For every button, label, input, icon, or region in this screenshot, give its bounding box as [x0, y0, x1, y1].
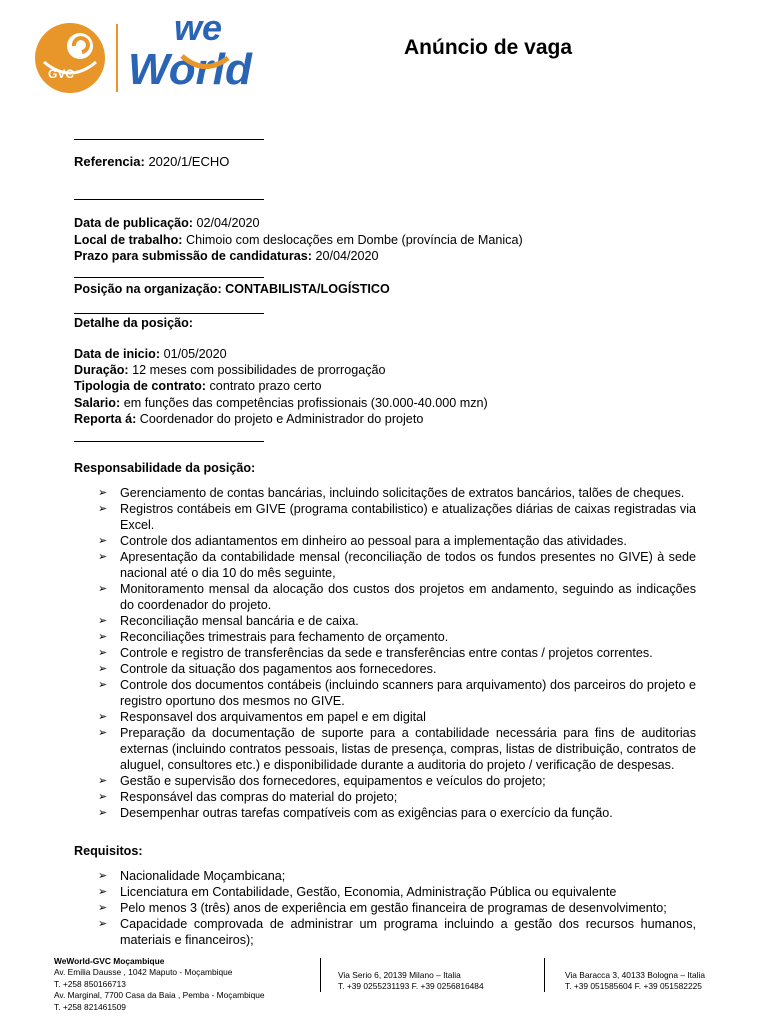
work-location-label: Local de trabalho: [74, 233, 183, 247]
arrow-bullet-icon: ➢ [98, 679, 108, 691]
footer-col-bologna [565, 970, 705, 993]
logo-we-text: we [174, 7, 223, 48]
arrow-bullet-icon: ➢ [98, 886, 108, 898]
list-item [74, 645, 696, 661]
footer-phone-milano: T. +39 0255231193 F. +39 0256816484 [338, 981, 484, 992]
document-title: Anúncio de vaga [404, 36, 573, 59]
position-value: CONTABILISTA/LOGÍSTICO [221, 282, 390, 296]
arrow-bullet-icon: ➢ [98, 631, 108, 643]
list-item-text: Responsavel dos arquivamentos em papel e em digital [120, 710, 426, 724]
list-item [74, 709, 696, 725]
reports-to-label: Reporta á: [74, 412, 137, 426]
list-item-text: Responsável das compras do material do projeto; [120, 790, 398, 804]
footer-address-pemba: Av. Marginal, 7700 Casa da Baia , Pemba - Moçambique [54, 990, 265, 1001]
salary-line [74, 395, 488, 411]
arrow-bullet-icon: ➢ [98, 535, 108, 547]
list-item [74, 629, 696, 645]
requirements-heading: Requisitos: [74, 844, 143, 858]
start-date-label: Data de inicio: [74, 347, 161, 361]
arrow-bullet-icon: ➢ [98, 711, 108, 723]
duration-line [74, 362, 386, 378]
list-item [74, 900, 696, 916]
list-item-text: Registros contábeis em GIVE (programa contabilistico) e atualizações diárias de caixas registradas via Excel. [120, 502, 696, 532]
list-item [74, 485, 696, 501]
separator-line [74, 277, 264, 278]
contract-type-label: Tipologia de contrato: [74, 379, 207, 393]
footer-col-milano [338, 970, 484, 993]
arrow-bullet-icon: ➢ [98, 727, 108, 739]
arrow-bullet-icon: ➢ [98, 791, 108, 803]
separator-line [74, 313, 264, 314]
logo-world-text: World [128, 45, 252, 94]
list-item-text: Controle da situação dos pagamentos aos fornecedores. [120, 662, 437, 676]
list-item [74, 773, 696, 789]
list-item-text: Controle e registro de transferências da sede e transferências entre contas / projetos correntes. [120, 646, 653, 660]
arrow-bullet-icon: ➢ [98, 551, 108, 563]
list-item-text: Controle dos adiantamentos em dinheiro ao pessoal para a implementação das atividades. [120, 534, 627, 548]
list-item [74, 789, 696, 805]
footer-address-bologna: Via Baracca 3, 40133 Bologna – Italia [565, 970, 705, 980]
separator-line [74, 441, 264, 442]
list-item-text: Reconciliação mensal bancária e de caixa. [120, 614, 359, 628]
position-label: Posição na organização: [74, 282, 222, 296]
salary-label: Salario: [74, 396, 121, 410]
footer-col-mozambique [54, 956, 265, 1013]
publication-date-value: 02/04/2020 [192, 216, 260, 230]
position-line [74, 281, 390, 297]
list-item [74, 549, 696, 581]
arrow-bullet-icon: ➢ [98, 503, 108, 515]
reports-to-line [74, 411, 423, 427]
weworld-logo-icon [124, 6, 294, 102]
footer-separator [544, 958, 545, 992]
list-item-text: Licenciatura em Contabilidade, Gestão, Economia, Administração Pública ou equivalente [120, 885, 617, 899]
arrow-bullet-icon: ➢ [98, 775, 108, 787]
footer-phone-maputo: T. +258 850166713 [54, 978, 126, 989]
list-item [74, 533, 696, 549]
requirements-list [74, 868, 696, 948]
reference-line [74, 154, 229, 170]
list-item-text: Desempenhar outras tarefas compatíveis com as exigências para o exercício da função. [120, 806, 613, 820]
list-item [74, 725, 696, 773]
reference-value: 2020/1/ECHO [148, 154, 230, 169]
duration-label: Duração: [74, 363, 129, 377]
salary-value: em funções das competências profissionais (30.000-40.000 mzn) [120, 396, 488, 410]
list-item [74, 884, 696, 900]
duration-value: 12 meses com possibilidades de prorrogação [128, 363, 386, 377]
footer-address-maputo: Av. Emilia Dausse , 1042 Maputo - Moçambique [54, 967, 233, 978]
footer-separator [320, 958, 321, 992]
list-item-text: Capacidade comprovada de administrar um programa incluindo a gestão dos recursos humanos, materiais e financeiros); [120, 917, 696, 947]
responsibilities-heading: Responsabilidade da posição: [74, 461, 256, 475]
list-item [74, 805, 696, 821]
detail-heading [74, 315, 193, 331]
list-item-text: Monitoramento mensal da alocação dos custos dos projetos em andamento, seguindo as indicações do coordenador do projeto. [120, 582, 696, 612]
contract-type-value: contrato prazo certo [206, 379, 322, 393]
arrow-bullet-icon: ➢ [98, 647, 108, 659]
list-item [74, 677, 696, 709]
list-item-text: Preparação da documentação de suporte para a contabilidade necessária para fins de auditorias externas (incluindo contratos pessoais, listas de presença, compras, listas de distribuição, contratos de aluguel, consultores etc.) e disponibilidade durante a auditoria do projeto / verificação de despesas. [120, 726, 696, 772]
list-item-text: Reconciliações trimestrais para fechamento de orçamento. [120, 630, 449, 644]
reference-label: Referencia: [74, 154, 145, 169]
work-location-line [74, 232, 523, 248]
footer-address-milano: Via Serio 6, 20139 Milano – Italia [338, 970, 461, 980]
arrow-bullet-icon: ➢ [98, 902, 108, 914]
arrow-bullet-icon: ➢ [98, 663, 108, 675]
list-item [74, 613, 696, 629]
work-location-value: Chimoio com deslocações em Dombe (província de Manica) [182, 233, 523, 247]
list-item [74, 501, 696, 533]
list-item-text: Controle dos documentos contábeis (incluindo scanners para arquivamento) dos parceiros do projeto e registro oportuno dos mesmos no GIVE. [120, 678, 696, 708]
list-item-text: Gestão e supervisão dos fornecedores, equipamentos e veículos do projeto; [120, 774, 546, 788]
publication-date-label: Data de publicação: [74, 216, 193, 230]
deadline-label: Prazo para submissão de candidaturas: [74, 249, 312, 263]
separator-line [74, 139, 264, 140]
gvc-logo-icon [34, 22, 106, 94]
list-item [74, 581, 696, 613]
detail-heading-text: Detalhe da posição: [74, 316, 193, 330]
list-item-text: Apresentação da contabilidade mensal (reconciliação de todos os fundos presentes no GIVE) à sede nacional até o dia 10 do mês seguinte, [120, 550, 696, 580]
arrow-bullet-icon: ➢ [98, 583, 108, 595]
list-item [74, 868, 696, 884]
list-item [74, 661, 696, 677]
responsibilities-list [74, 485, 696, 821]
deadline-line [74, 248, 379, 264]
publication-date-line [74, 215, 260, 231]
arrow-bullet-icon: ➢ [98, 870, 108, 882]
reports-to-value: Coordenador do projeto e Administrador do projeto [136, 412, 424, 426]
logo-separator [116, 24, 118, 92]
gvc-logo-text: GVC [48, 67, 75, 81]
start-date-value: 01/05/2020 [160, 347, 227, 361]
footer-phone-bologna: T. +39 051585604 F. +39 051582225 [565, 981, 702, 992]
contract-type-line [74, 378, 322, 394]
deadline-value: 20/04/2020 [311, 249, 379, 263]
list-item-text: Nacionalidade Moçambicana; [120, 869, 286, 883]
page-footer [0, 950, 768, 1024]
arrow-bullet-icon: ➢ [98, 615, 108, 627]
arrow-bullet-icon: ➢ [98, 918, 108, 930]
arrow-bullet-icon: ➢ [98, 487, 108, 499]
footer-org-name: WeWorld-GVC Moçambique [54, 956, 165, 966]
list-item [74, 916, 696, 948]
start-date-line [74, 346, 227, 362]
separator-line [74, 199, 264, 200]
list-item-text: Gerenciamento de contas bancárias, incluindo solicitações de extratos bancários, talões de cheques. [120, 486, 685, 500]
list-item-text: Pelo menos 3 (três) anos de experiência em gestão financeira de programas de desenvolvimento; [120, 901, 667, 915]
arrow-bullet-icon: ➢ [98, 807, 108, 819]
footer-phone-pemba: T. +258 821461509 [54, 1001, 126, 1012]
